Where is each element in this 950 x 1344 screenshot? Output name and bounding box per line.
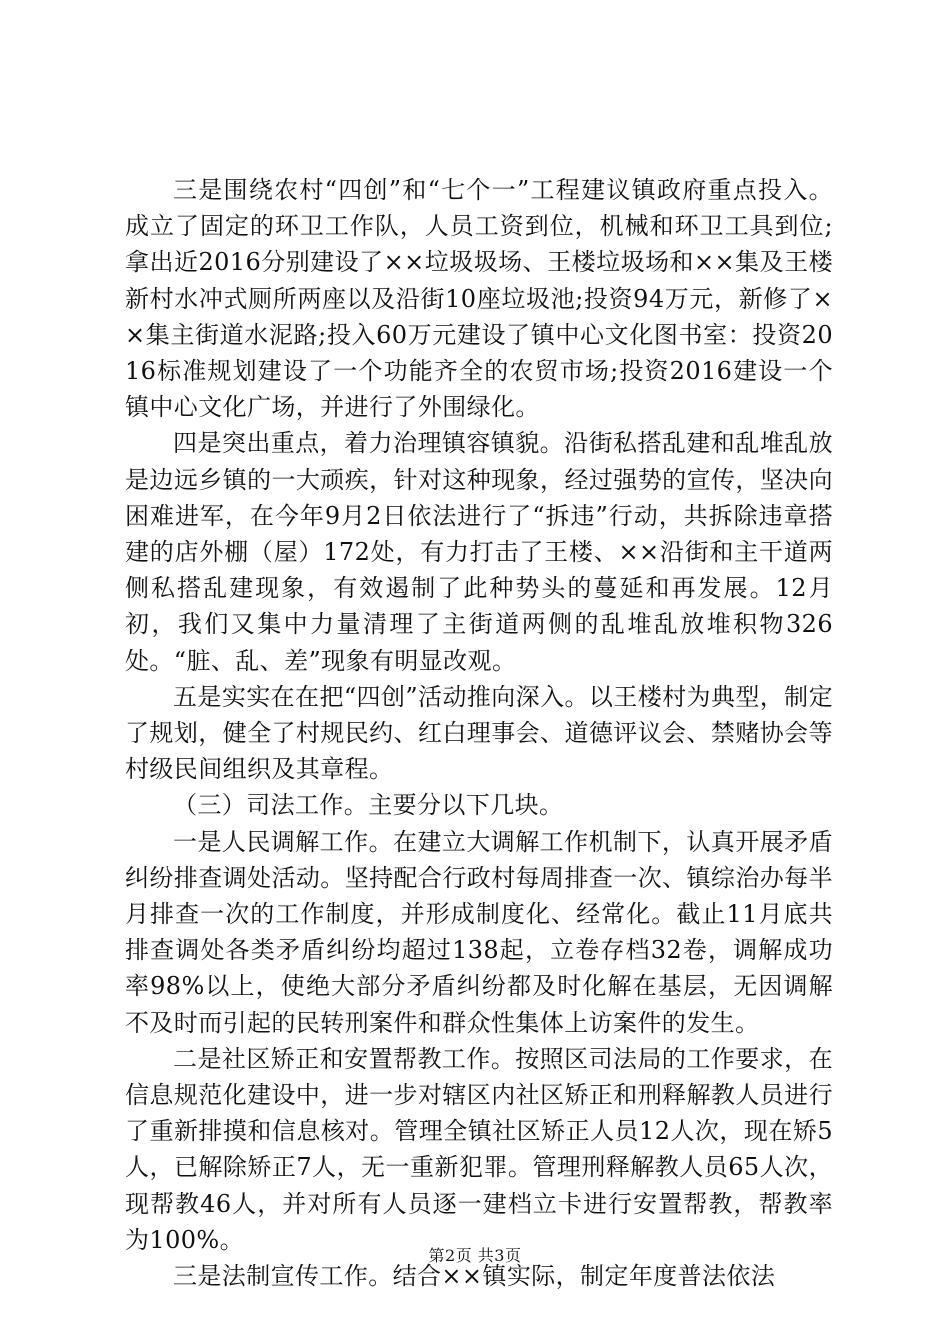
document-body [125,172,833,1294]
paragraph-environment-investment: 三是围绕农村“四创”和“七个一”工程建议镇政府重点投入。成立了固定的环卫工作队，人员工资到位，机械和环卫工具到位;拿出近2016分别建设了××垃圾圾场、王楼垃圾场和××集及王楼新村水冲式厕所两座以及沿街10座垃圾池;投资94万元，新修了××集主街道水泥路;投入60万元建设了镇中心文化图书室：投资2016标准规划建设了一个功能齐全的农贸市场;投资2016建设一个镇中心文化广场，并进行了外围绿化。 [125,176,833,422]
section-heading-judicial-work: （三）司法工作。主要分以下几块。 [173,791,564,820]
page-number-footer: 第2页 共3页 [428,1246,522,1265]
paragraph-four-creations: 五是实实在在把“四创”活动推向深入。以王楼村为典型，制定了规划，健全了村规民约、红白理事会、道德评议会、禁赌协会等村级民间组织及其章程。 [125,682,833,784]
paragraph-community-correction: 二是社区矫正和安置帮教工作。按照区司法局的工作要求，在信息规范化建设中，进一步对辖区内社区矫正和刑释解教人员进行了重新排摸和信息核对。管理全镇社区矫正人员12人次，现在矫5人，已解除矫正7人，无一重新犯罪。管理刑释解教人员65人次，现帮教46人，并对所有人员逐一建档立卡进行安置帮教，帮教率为100%。 [125,1044,833,1254]
paragraph-legal-publicity: 三是法制宣传工作。结合××镇实际，制定年度普法依法 [173,1262,776,1291]
paragraph-people-mediation: 一是人民调解工作。在建立大调解工作机制下，认真开展矛盾纠纷排查调处活动。坚持配合行政村每周排查一次、镇综治办每半月排查一次的工作制度，并形成制度化、经常化。截止11月底共排查调处各类矛盾纠纷均超过138起，立卷存档32卷，调解成功率98%以上，使绝大部分矛盾纠纷都及时化解在基层，无因调解不及时而引起的民转刑案件和群众性集体上访案件的发生。 [125,827,833,1037]
paragraph-town-appearance: 四是突出重点，着力治理镇容镇貌。沿街私搭乱建和乱堆乱放是边远乡镇的一大顽疾，针对这种现象，经过强势的宣传，坚决向困难进军，在今年9月2日依法进行了“拆违”行动，共拆除违章搭建的店外棚（屋）172处，有力打击了王楼、××沿街和主干道两侧私搭乱建现象，有效遏制了此种势头的蔓延和再发展。12月初，我们又集中力量清理了主街道两侧的乱堆乱放堆积物326处。“脏、乱、差”现象有明显改观。 [125,429,833,675]
